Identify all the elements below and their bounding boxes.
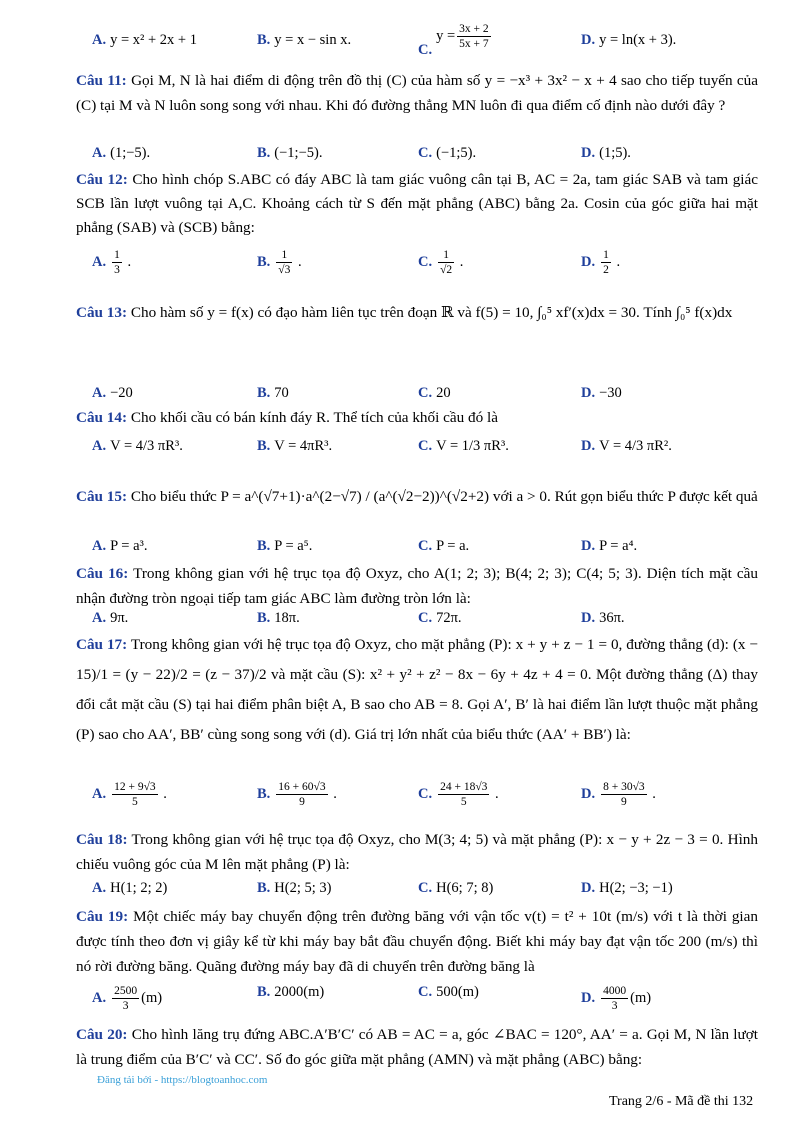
q14-options (0, 438, 794, 468)
q20-stem: Câu 20: Cho hình lăng trụ đứng ABC.A′B′C′ có AB = AC = a, góc ∠BAC = 120°, AA′ = a. Gọi M, N lần lượt là trung điểm của B′C′ và CC′. Số đo góc giữa mặt phẳng (AMN) và mặt phẳng (ABC) bằng: (76, 1026, 759, 1068)
q13-stem: Câu 13: Cho hàm số y = f(x) có đạo hàm liên tục trên đoạn ℝ và f(5) = 10, ∫₀⁵ xf′(x)dx = 30. Tính ∫₀⁵ f(x)dx (76, 304, 733, 321)
footer-source-link[interactable]: Đăng tải bởi - https://blogtoanhoc.com (97, 1074, 268, 1086)
q11-stem: Câu 11: Gọi M, N là hai điểm di động trên đồ thị (C) của hàm số y = −x³ + 3x² − x + 4 sao cho tiếp tuyến của (C) tại M và N luôn song song với nhau. Khi đó đường thẳng MN luôn đi qua điểm cố định nào dưới đây ? (76, 72, 759, 114)
q11-option-b: B. (−1;−5). (257, 145, 323, 161)
q17-option-d: D. $\frac{8 + 30√3}{9}$ . (581, 781, 656, 808)
q19-options (0, 984, 794, 1014)
q15-stem: Câu 15: Cho biểu thức P = a^(√7+1)·a^(2−√7) / (a^(√2−2))^(√2+2) với a > 0. Rút gọn biểu thức P được kết quả (76, 488, 758, 505)
q18-option-c: C. H(6; 7; 8) (418, 880, 494, 896)
q12-options (0, 248, 794, 278)
q11-option-a: A. (1;−5). (92, 145, 151, 161)
q11-option-c: C. (−1;5). (418, 145, 477, 161)
q17-option-c: C. $\frac{24 + 18√3}{5}$ . (418, 781, 499, 808)
q10-option-a: A. y = x² + 2x + 1 (92, 32, 197, 48)
q12-option-d: D. $\frac{1}{2}$ . (581, 249, 621, 276)
q18-option-a: A. H(1; 2; 2) (92, 880, 168, 896)
q12-stem: Câu 12: Cho hình chóp S.ABC có đáy ABC là tam giác vuông cân tại B, AC = 2a, tam giác SAB và tam giác SCB lần lượt vuông tại A,C. Khoảng cách từ S đến mặt phẳng (ABC) bằng 2a. Cosin của góc giữa hai mặt phẳng (SAB) và (SCB) bằng: (76, 171, 758, 236)
q12-option-a: A. $\frac{1}{3}$ . (92, 249, 132, 276)
q19-stem: Câu 19: Một chiếc máy bay chuyển động trên đường băng với vận tốc v(t) = t² + 10t (m/s) với t là thời gian được tính theo đơn vị giây kể từ khi máy bay bắt đầu chuyển động. Biết khi máy bay đạt vận tốc 200 (m/s) thì nó rời đường băng. Quãng đường máy bay đã di chuyển trên đường băng là (76, 908, 758, 975)
q12-option-c: C. $\frac{1}{√2}$ . (418, 249, 464, 276)
q11-option-d: D. (1;5). (581, 145, 631, 161)
q10-option-b: B. y = x − sin x. (257, 32, 352, 48)
q17-stem: Câu 17: Trong không gian với hệ trục tọa độ Oxyz, cho mặt phẳng (P): x + y + z − 1 = 0, đường thẳng (d): (x − 15)/1 = (y − 22)/2 = (z − 37)/2 và mặt cầu (S): x² + y² + z² − 8x − 6y + 4z + 4 = 0. Một đường thẳng (Δ) thay đổi cắt mặt cầu (S) tại hai điểm phân biệt A, B sao cho AB = 8. Gọi A′, B′ là hai điểm lần lượt thuộc mặt phẳng (P) sao cho AA′, BB′ cùng song song với (d). Giá trị lớn nhất của biểu thức (AA′ + BB′) là: (76, 636, 758, 743)
q14-option-b: B. V = 4πR³. (257, 438, 333, 454)
q15-option-c: C. P = a. (418, 538, 470, 554)
q19-option-c: C. 500(m) (418, 984, 479, 1000)
q14-option-a: A. V = 4/3 πR³. (92, 438, 183, 454)
q17-option-b: B. $\frac{16 + 60√3}{9}$ . (257, 781, 337, 808)
q10-options (0, 23, 794, 62)
q14-stem: Câu 14: Cho khối cầu có bán kính đáy R. Thể tích của khối cầu đó là (76, 409, 498, 426)
q18-option-b: B. H(2; 5; 3) (257, 880, 332, 896)
q16-stem: Câu 16: Trong không gian với hệ trục tọa độ Oxyz, cho A(1; 2; 3); B(4; 2; 3); C(4; 5; 3). Diện tích mặt cầu nhận đường tròn ngoại tiếp tam giác ABC làm đường tròn lớn là: (76, 565, 758, 607)
q13-option-a: A. −20 (92, 385, 133, 401)
q19-option-a: A. $\frac{2500}{3}$ (m) (92, 985, 163, 1012)
q16-option-d: D. 36π. (581, 610, 625, 626)
q15-option-a: A. P = a³. (92, 538, 148, 554)
q15-option-b: B. P = a⁵. (257, 538, 313, 554)
q13-option-d: D. −30 (581, 385, 622, 401)
q16-option-a: A. 9π. (92, 610, 129, 626)
q14-option-d: D. V = 4/3 πR². (581, 438, 672, 454)
q10-option-c: C.y = $\frac{3x + 2}{5x + 7}$ (418, 23, 489, 58)
q10-option-d: D. y = ln(x + 3). (581, 32, 677, 48)
q12-option-b: B. $\frac{1}{√3}$ . (257, 249, 302, 276)
page-number: Trang 2/6 - Mã đề thi 132 (609, 1094, 754, 1109)
q18-option-d: D. H(2; −3; −1) (581, 880, 673, 896)
q17-option-a: A. $\frac{12 + 9√3}{5}$ . (92, 781, 167, 808)
q13-option-c: C. 20 (418, 385, 451, 401)
q16-option-c: C. 72π. (418, 610, 462, 626)
q19-option-d: D. $\frac{4000}{3}$ (m) (581, 985, 652, 1012)
q16-option-b: B. 18π. (257, 610, 300, 626)
q17-options (0, 780, 794, 810)
q18-stem: Câu 18: Trong không gian với hệ trục tọa độ Oxyz, cho M(3; 4; 5) và mặt phẳng (P): x − y + 2z − 3 = 0. Hình chiếu vuông góc của M lên mặt phẳng (P) là: (76, 831, 758, 873)
q14-option-c: C. V = 1/3 πR³. (418, 438, 509, 454)
q15-option-d: D. P = a⁴. (581, 538, 638, 554)
q19-option-b: B. 2000(m) (257, 984, 325, 1000)
q13-option-b: B. 70 (257, 385, 289, 401)
